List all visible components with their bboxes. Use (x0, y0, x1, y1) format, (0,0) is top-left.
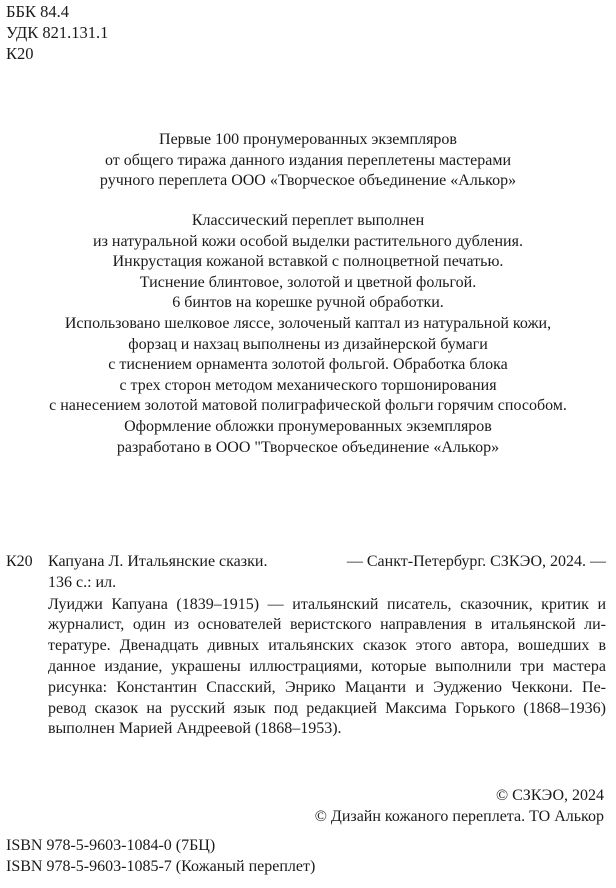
isbn-line: ISBN 978-5-9603-1084-0 (7БЦ) (6, 837, 216, 854)
binding-line: с тиснением орнамента золотой фольгой. Обработка блока (108, 356, 508, 374)
annotation-line: ревод сказок на русский язык под редакцией Максима Горького (1868–1936) (48, 699, 606, 717)
author-mark: К20 (6, 44, 34, 63)
binding-line: 6 бинтов на корешке ручной обработки. (172, 294, 444, 312)
copyright-line: © СЗКЭО, 2024 (495, 787, 604, 804)
numbered-copies-notice (0, 130, 616, 192)
annotation-line: данное издание, украшены иллюстрациями, которые выполнили три мастера (48, 657, 606, 675)
copyright-line: © Дизайн кожаного переплета. ТО Алькор (314, 807, 604, 825)
annotation-line: журналист, один из основателей веристского направления в итальянской ли- (48, 616, 606, 634)
author-title: Капуана Л. Итальянские сказки. (48, 553, 268, 570)
binding-line: Инкрустация кожаной вставкой с полноцветной печатью. (112, 253, 504, 271)
notice-line: Первые 100 пронумерованных экземпляров (159, 131, 457, 148)
annotation-line: Луиджи Капуана (1839–1915) — итальянский писатель, сказочник, критик и (48, 595, 606, 613)
isbn-line: ISBN 978-5-9603-1085-7 (Кожаный переплет) (6, 857, 316, 875)
annotation (6, 595, 606, 741)
copyright-block (315, 786, 604, 828)
annotation-line: тературе. Двенадцать дивных итальянских сказок этого автора, вошедших в (48, 637, 606, 655)
imprint: — Санкт-Петербург. СЗКЭО, 2024. — (346, 553, 606, 570)
notice-line: от общего тиража данного издания переплетены мастерами (104, 151, 512, 169)
catalog-index: К20 (6, 553, 33, 570)
binding-line: Классический переплет выполнен (191, 212, 425, 229)
isbn-block (6, 836, 315, 878)
annotation-line: рисунка: Константин Спасский, Энрико Мацанти и Эудженио Чеккони. Пе- (48, 678, 606, 696)
catalog-record (6, 552, 606, 740)
pages-info: 136 с.: ил. (48, 573, 117, 591)
classification-codes (6, 1, 108, 64)
binding-line: Использовано шелковое ляссе, золоченый каптал из натуральной кожи, (64, 314, 552, 332)
binding-line: разработано в ООО "Творческое объединение «Алькор» (116, 438, 500, 456)
bbk-code: ББК 84.4 (6, 2, 69, 21)
binding-line: Оформление обложки пронумерованных экземпляров (124, 417, 492, 435)
binding-description (0, 211, 616, 458)
udk-code: УДК 821.131.1 (6, 23, 109, 42)
binding-line: с нанесением золотой матовой полиграфической фольги горячим способом. (49, 397, 567, 415)
annotation-line: выполнен Марией Андреевой (1868–1953). (48, 720, 342, 738)
notice-line: ручного переплета ООО «Творческое объединение «Алькор» (99, 172, 517, 190)
binding-line: Тиснение блинтовое, золотой и цветной фольгой. (139, 273, 477, 291)
binding-line: из натуральной кожи особой выделки растительного дубления. (93, 232, 523, 250)
heading-line (48, 552, 606, 573)
binding-line: форзац и нахзац выполнены из дизайнерской бумаги (128, 335, 488, 353)
bibliographic-heading (6, 552, 606, 594)
binding-line: с трех сторон методом механического торшонирования (119, 376, 497, 394)
